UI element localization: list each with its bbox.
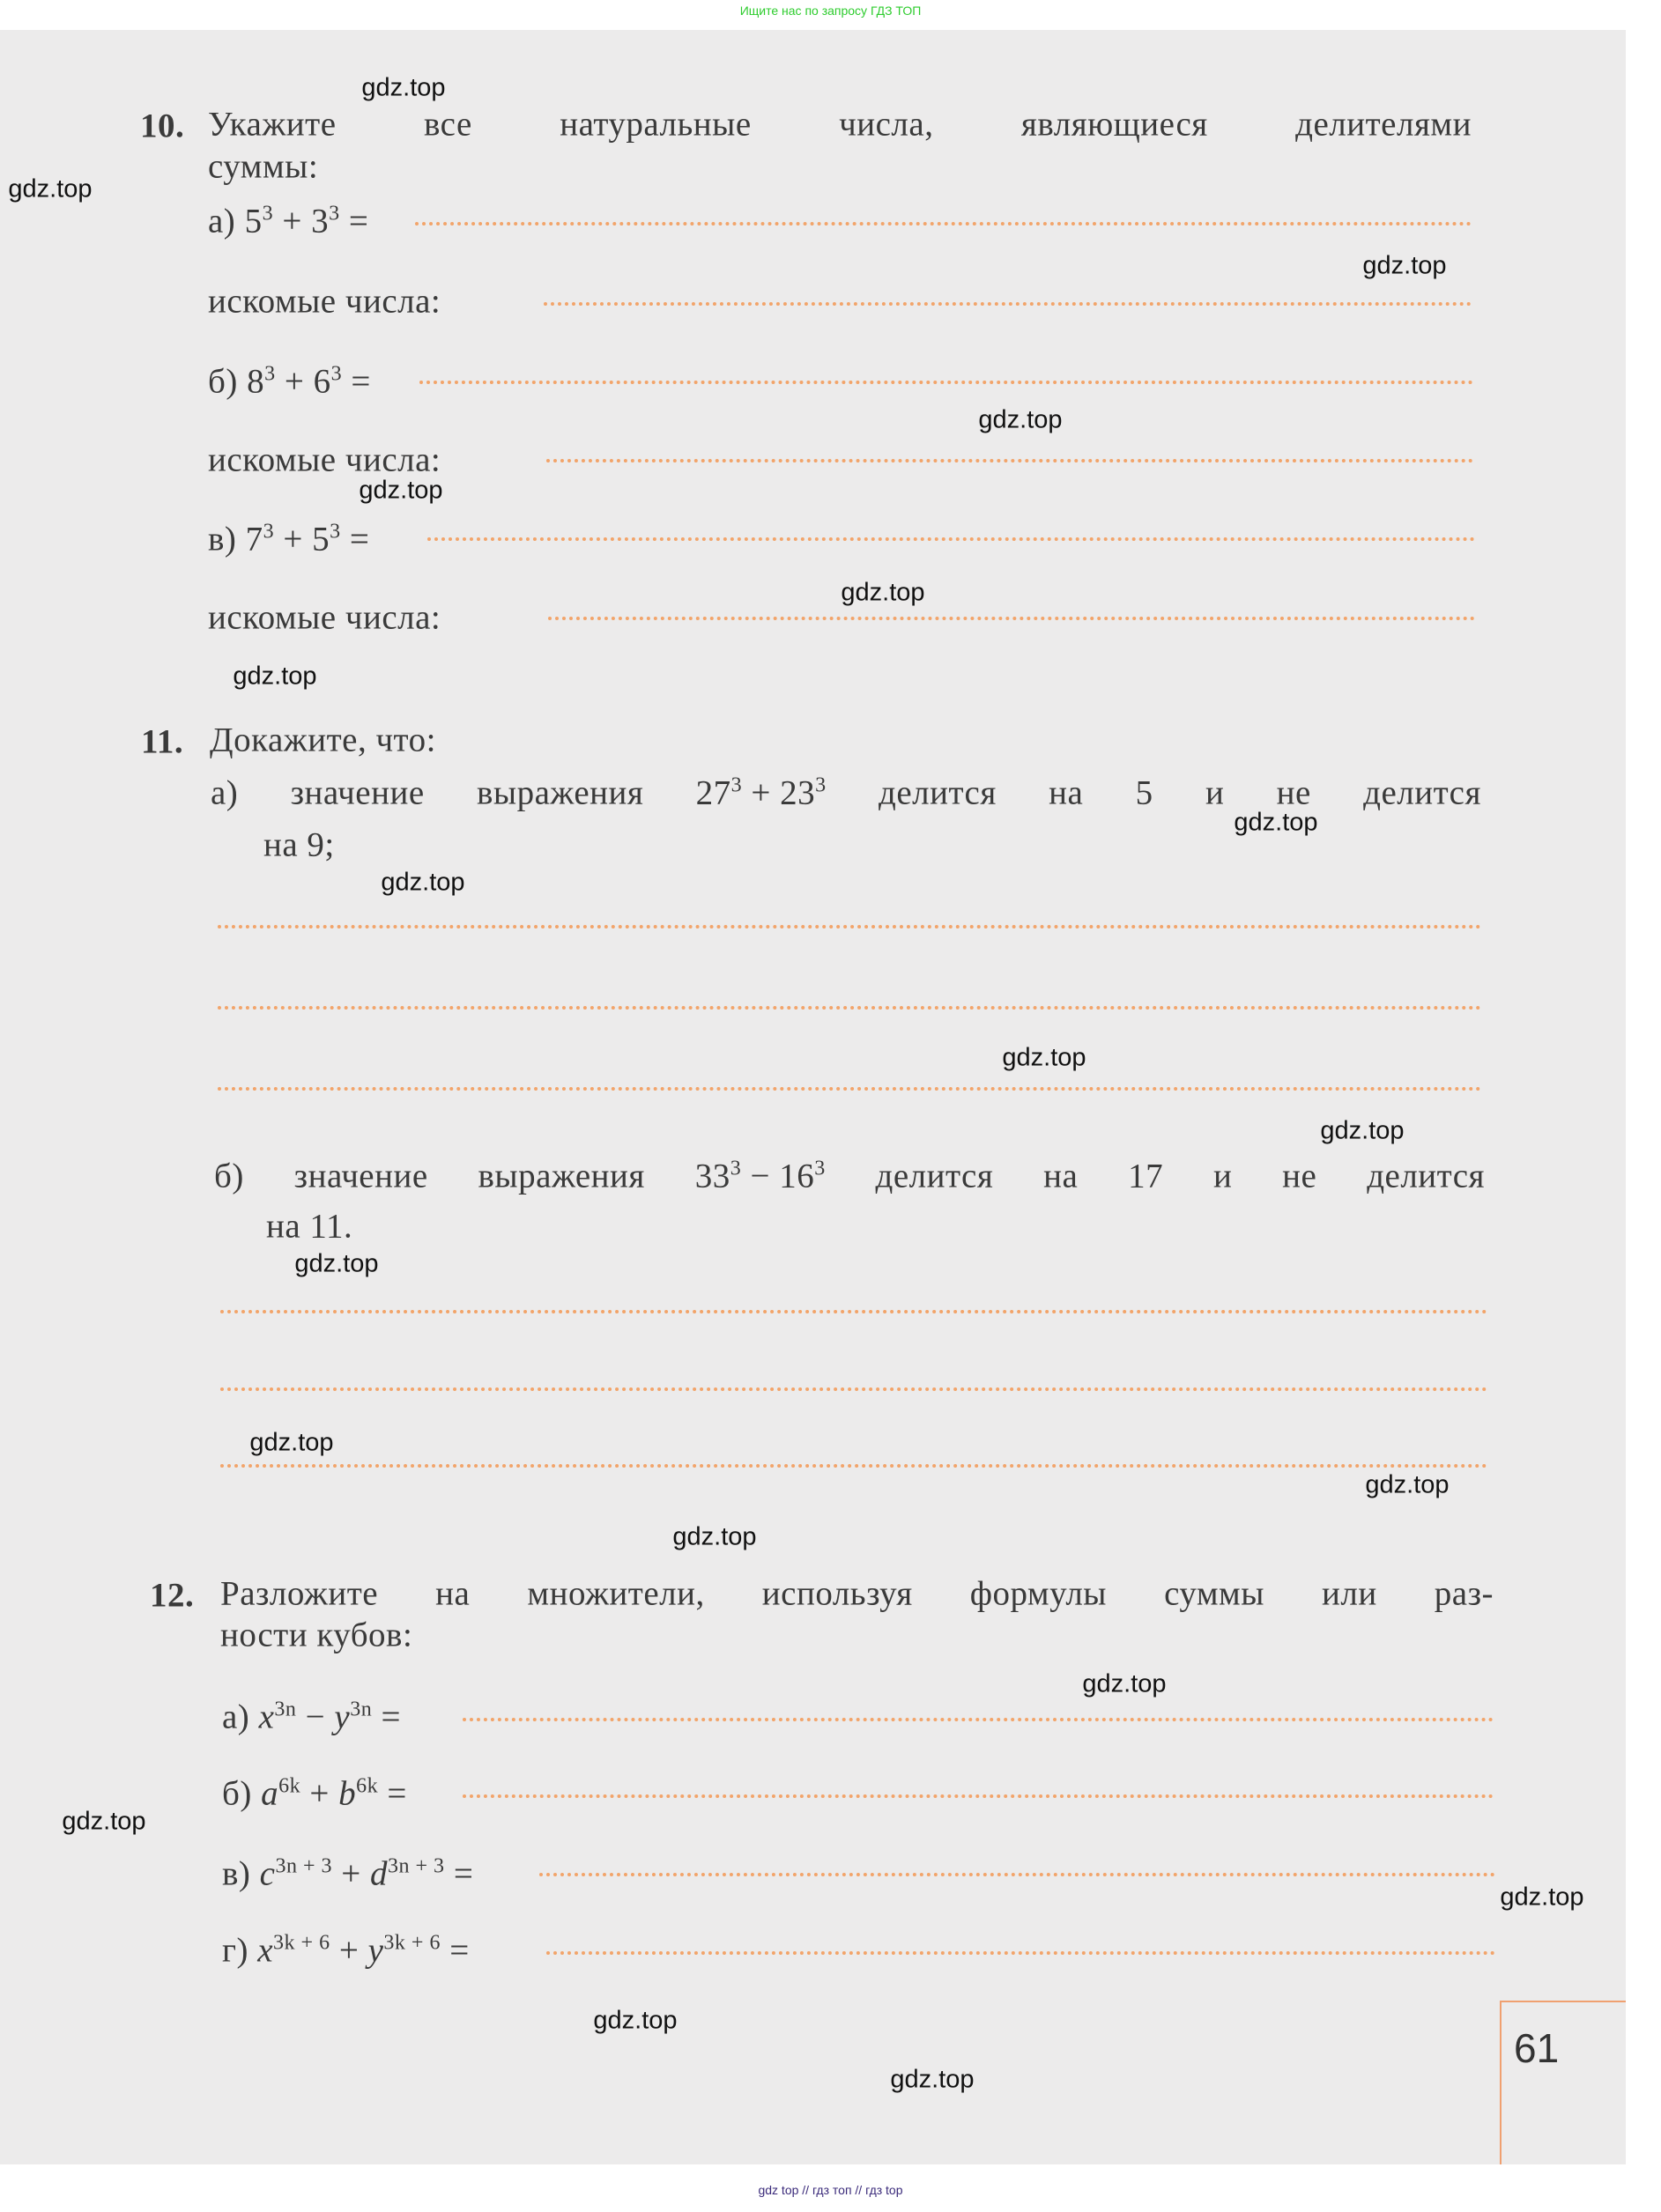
word: все [423,105,472,144]
expression-operator: + [742,773,781,812]
expression [246,521,370,559]
expression [245,203,369,240]
task12-item-a [222,1700,401,1735]
exponent: 6k [278,1774,301,1798]
watermark-text: gdz.top [1320,1116,1405,1145]
item-label: а) [222,1698,250,1736]
watermark-text: gdz.top [381,868,465,897]
word: или [1322,1574,1377,1613]
word: являющиеся [1020,105,1208,144]
watermark-text: gdz.top [672,1522,757,1551]
item-label: а) [208,202,236,240]
watermark-text: gdz.top [359,476,443,505]
word: на [1049,773,1084,812]
watermark-text: gdz.top [361,73,446,102]
exponent: 3n [350,1698,373,1721]
expression-base: 8 [247,362,265,401]
task11-number: 11. [141,722,184,761]
expression [261,1775,407,1813]
watermark-text: gdz.top [62,1807,146,1836]
task10-item-a [208,204,368,239]
word: и [1205,773,1225,812]
expression-operator: + [300,1774,339,1813]
item-label: в) [222,1854,251,1893]
word: делится [875,1157,994,1195]
expression [260,1855,474,1893]
word: раз- [1434,1574,1494,1613]
watermark-text: gdz.top [8,174,93,203]
word: не [1276,773,1311,812]
word: значение [293,1157,428,1195]
exponent: 3n + 3 [388,1854,445,1878]
word: на [435,1574,471,1613]
answer-label: искомые числа: [208,282,441,321]
answer-line[interactable] [546,459,1473,462]
expression-operator: + [332,1854,371,1893]
expression-operator: + [273,202,312,240]
expression-operator: = [440,1931,470,1970]
word: 5 [1135,773,1153,812]
word: значение [290,773,425,812]
expression-operator: − [741,1157,780,1195]
expression-base: x [257,1931,274,1970]
exponent: 3 [730,1157,742,1180]
answer-label: искомые числа: [208,440,441,479]
exponent: 3k + 6 [383,1931,441,1955]
expression [257,1932,469,1970]
word: не [1282,1157,1317,1195]
workbook-page [0,30,1626,2164]
word: делится [879,773,997,812]
expression [247,363,371,401]
watermark-text: gdz.top [593,2006,678,2035]
watermark-text: gdz.top [1234,808,1318,837]
expression-operator: + [274,520,313,559]
exponent: 3 [330,362,343,386]
expression-base: x [258,1698,275,1736]
word: выражения [476,773,644,812]
page-number: 61 [1514,2025,1560,2071]
item-label: в) [208,520,237,559]
page-number-border [1500,2001,1626,2002]
watermark-text: gdz.top [978,405,1063,434]
word: делится [1363,773,1481,812]
word: выражения [478,1157,645,1195]
exponent: 3 [730,773,743,797]
word: используя [761,1574,913,1613]
expression-base: 6 [313,362,331,401]
expression-base: b [338,1774,357,1813]
task11-b-line1 [214,1159,1485,1194]
expression-operator: = [444,1854,474,1893]
exponent: 3 [815,773,827,797]
word: Разложите [220,1574,379,1613]
item-label: г) [222,1931,248,1970]
answer-line[interactable] [544,302,1472,306]
task12-item-d [222,1931,470,1970]
watermark-text: gdz.top [249,1428,334,1457]
expression-base: 33 [694,1157,730,1195]
word: формулы [969,1574,1108,1613]
answer-line[interactable] [539,1873,1495,1876]
item-label: б) [214,1157,244,1195]
expression-base: 27 [695,773,731,812]
task11-a-line1 [211,773,1481,812]
watermark-text: gdz.top [1082,1669,1167,1698]
expression-operator: − [296,1698,335,1736]
answer-line[interactable] [218,1006,1481,1010]
item-label: а) [211,773,239,812]
exponent: 3 [330,520,341,544]
exponent: 6k [356,1774,379,1798]
task10-number: 10. [140,107,185,145]
exponent: 3n + 3 [275,1854,333,1878]
answer-line[interactable] [427,537,1475,541]
word: Укажите [208,105,337,144]
expression-base: 23 [780,773,816,812]
expression-operator: = [372,1698,401,1736]
answer-label: искомые числа: [208,598,441,637]
word: и [1212,1157,1233,1195]
expression [695,1159,826,1194]
expression-base: y [367,1931,384,1970]
answer-line[interactable] [220,1310,1487,1313]
exponent: 3 [262,202,274,226]
expression-base: 7 [245,520,263,559]
expression-base: 16 [779,1157,815,1195]
item-label: б) [208,362,238,401]
task12-number: 12. [150,1576,195,1615]
page-number-border [1500,2001,1502,2164]
answer-line[interactable] [419,381,1473,384]
word: числа, [839,105,934,144]
exponent: 3 [329,202,340,226]
expression-base: 3 [311,202,330,240]
expression-base: c [259,1854,276,1893]
search-banner[interactable]: Ищите нас по запросу ГДЗ ТОП [739,4,922,18]
word: суммы [1164,1574,1264,1613]
expression [259,1698,401,1736]
task10-question-line1 [208,107,1472,142]
answer-line[interactable] [220,1387,1487,1391]
expression-operator: = [342,362,371,401]
task10-item-c [208,522,369,557]
answer-line[interactable] [415,222,1472,226]
expression [695,773,827,812]
answer-line[interactable] [463,1794,1494,1798]
expression-operator: = [339,202,369,240]
word: на [1043,1157,1079,1195]
expression-operator: + [330,1931,368,1970]
item-label: б) [222,1774,252,1813]
watermark-text: gdz.top [1362,251,1447,280]
answer-line[interactable] [548,617,1475,620]
watermark-text: gdz.top [233,662,317,691]
task12-item-c [222,1854,474,1893]
expression-operator: = [378,1774,407,1813]
answer-line[interactable] [463,1718,1494,1721]
word: натуральные [560,105,752,144]
footer-links[interactable]: gdz top // гдз топ // гдз top [758,2183,903,2197]
answer-line[interactable] [218,1087,1481,1091]
task12-question-line2: ности кубов: [220,1616,413,1654]
expression-base: 5 [244,202,263,240]
word: 17 [1128,1157,1164,1195]
watermark-text: gdz.top [1500,1883,1584,1912]
watermark-text: gdz.top [1365,1470,1450,1499]
task12-item-b [222,1774,407,1813]
watermark-text: gdz.top [1002,1043,1086,1072]
exponent: 3 [264,362,276,386]
answer-line[interactable] [220,1464,1487,1468]
expression-base: y [334,1698,351,1736]
expression-base: 5 [312,520,330,559]
task10-question-line2: суммы: [208,147,319,186]
exponent: 3k + 6 [273,1931,330,1955]
task10-item-b [208,362,371,401]
expression-operator: = [340,520,370,559]
task11-b-line2: на 11. [266,1207,353,1246]
answer-line[interactable] [218,925,1481,928]
word: множители, [527,1574,705,1613]
exponent: 3 [814,1157,826,1180]
expression-base: d [370,1854,389,1893]
task12-question-line1 [220,1574,1494,1613]
exponent: 3 [263,520,275,544]
task11-title: Докажите, что: [210,721,436,759]
expression-operator: + [275,362,314,401]
watermark-text: gdz.top [890,2065,975,2094]
task11-a-line2: на 9; [263,825,335,864]
expression-base: a [261,1774,279,1813]
answer-line[interactable] [546,1951,1495,1955]
watermark-text: gdz.top [841,578,925,607]
word: делится [1367,1157,1485,1195]
word: делителями [1295,105,1472,144]
exponent: 3n [274,1698,297,1721]
watermark-text: gdz.top [294,1249,379,1278]
